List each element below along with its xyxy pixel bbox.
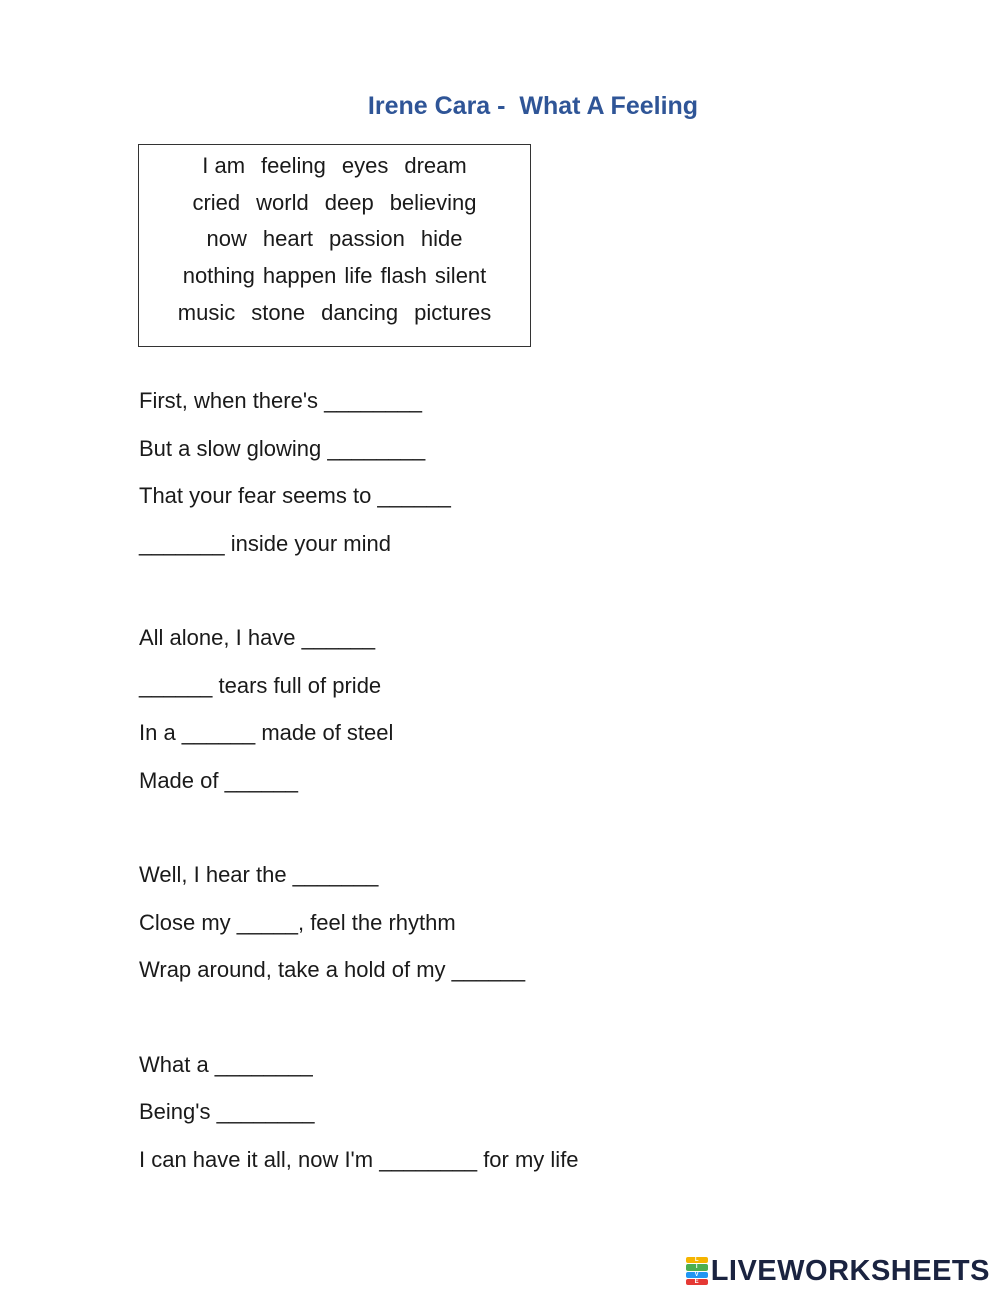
word-bank-word: I am	[202, 153, 246, 179]
word-bank-word: now	[206, 226, 247, 252]
lyric-line: In a ______ made of steel	[139, 720, 394, 745]
word-bank-word: hide	[420, 226, 463, 252]
stanza	[139, 620, 839, 810]
word-bank-word: music	[177, 299, 236, 325]
word-bank-word: deep	[324, 189, 374, 215]
word-bank-word: world	[256, 189, 309, 215]
word-bank-row	[139, 221, 530, 258]
word-bank-word: passion	[329, 226, 405, 252]
lyric-line: What a ________	[139, 1051, 313, 1077]
lyric-line: ______ tears full of pride	[139, 672, 382, 698]
word-bank-word: feeling	[261, 153, 326, 179]
word-bank-word: flash	[380, 263, 427, 289]
word-bank-row	[139, 258, 530, 295]
word-bank-word: silent	[434, 263, 487, 289]
lyric-line: First, when there's ________	[139, 388, 423, 413]
word-bank-word: nothing	[182, 263, 255, 289]
word-bank-row	[139, 185, 530, 222]
logo-icon-block: I	[686, 1264, 708, 1270]
liveworksheets-logo	[686, 1254, 990, 1288]
lyric-line: Being's ________	[139, 1099, 315, 1124]
worksheet-title: Irene Cara - What A Feeling	[367, 92, 699, 120]
word-bank-row	[139, 148, 530, 185]
word-bank-word: dancing	[321, 299, 399, 325]
word-bank-word: believing	[389, 189, 477, 215]
word-bank-word: stone	[251, 299, 306, 325]
logo-text: LIVEWORKSHEETS	[710, 1254, 990, 1287]
lyric-line: Made of ______	[139, 767, 299, 793]
stanza	[139, 383, 839, 573]
stanza	[139, 857, 839, 1000]
lyric-line: All alone, I have ______	[139, 625, 376, 650]
word-bank-word: dream	[404, 153, 467, 179]
word-bank-row	[139, 294, 530, 331]
word-bank-word: cried	[192, 189, 241, 215]
lyric-line: Wrap around, take a hold of my ______	[139, 957, 526, 982]
word-bank-word: eyes	[341, 153, 389, 179]
lyrics	[139, 383, 839, 1189]
lyric-line: I can have it all, now I'm ________ for my life	[139, 1146, 579, 1172]
lyric-line: _______ inside your mind	[139, 530, 391, 556]
liveworksheets-logo-icon	[686, 1257, 708, 1285]
logo-icon-block: E	[686, 1279, 708, 1285]
word-bank-word: happen	[262, 263, 337, 289]
lyric-line: That your fear seems to ______	[139, 483, 451, 508]
lyric-line: But a slow glowing ________	[139, 435, 426, 461]
stanza	[139, 1047, 839, 1190]
logo-icon-block: V	[686, 1272, 708, 1278]
lyric-line: Close my _____, feel the rhythm	[139, 909, 456, 935]
word-bank	[138, 144, 531, 347]
word-bank-word: heart	[262, 226, 314, 252]
lyric-line: Well, I hear the _______	[139, 862, 379, 887]
word-bank-word: life	[344, 263, 373, 289]
logo-icon-block: L	[686, 1257, 708, 1263]
word-bank-word: pictures	[414, 299, 492, 325]
